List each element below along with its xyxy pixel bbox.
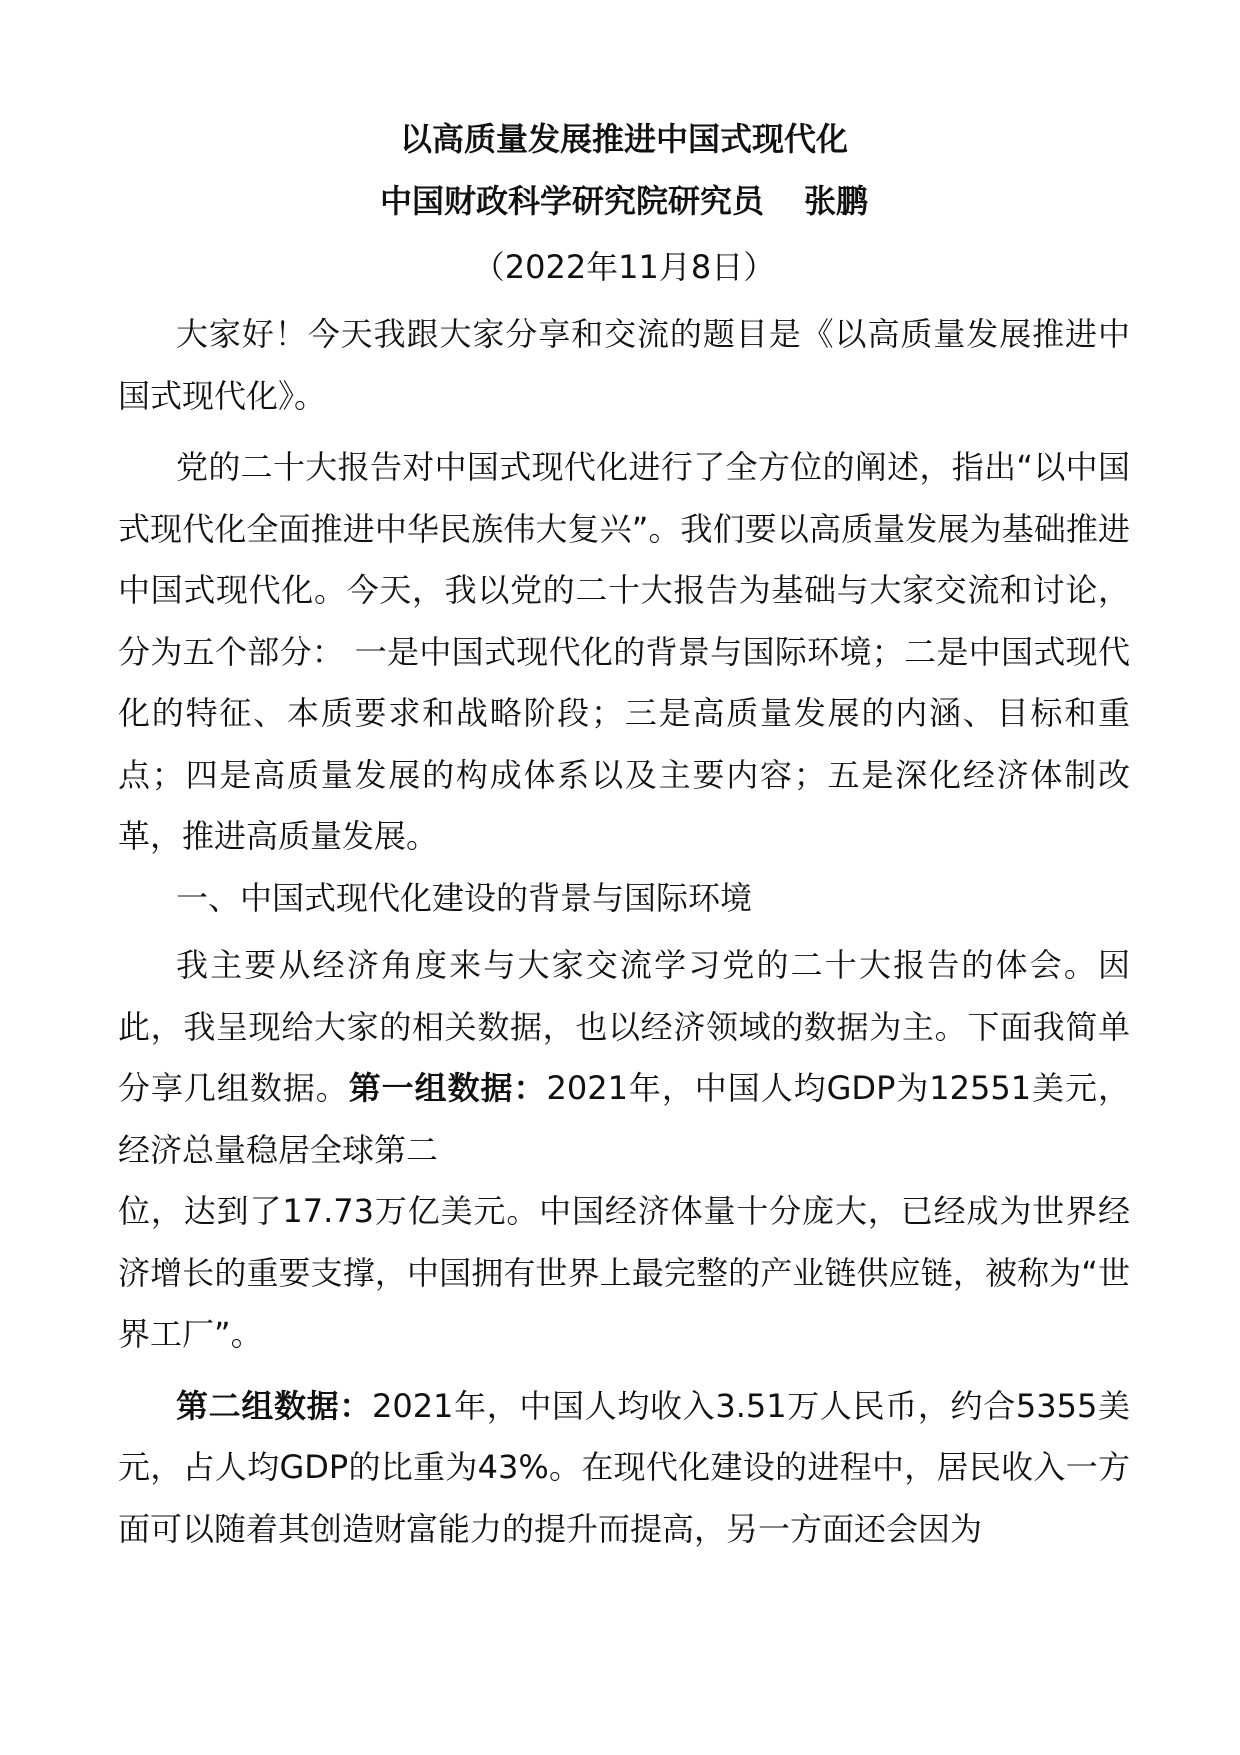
document-title: 以高质量发展推进中国式现代化 [399,120,848,158]
data-group-2-text: 2021年，中国人均收入3.51万人民币，约合5355美元，占人均GDP的比重为43%。在现代化建设的进程中，居民收入一方面可以随着其创造财富能力的提升而提高，另一方面还会因为 [118,1386,1130,1548]
author-affiliation: 中国财政科学研究院研究员 [379,182,764,220]
data-group-1-text-a: 2021年，中国人均GDP为12551美元，经济总量稳居全球第二 [118,1069,1130,1169]
paragraph-intro: 大家好！今天我跟大家分享和交流的题目是《以高质量发展推进中国式现代化》。 [118,315,1130,415]
paragraph-data-group-1 [118,935,1130,1181]
paragraph-data-group-1-cont: 位，达到了17.73万亿美元。中国经济体量十分庞大，已经成为世界经济增长的重要支撑，中国拥有世界上最完整的产业链供应链，被称为“世界工厂”。 [118,1192,1130,1353]
author-line [118,170,1130,232]
paragraph-overview: 党的二十大报告对中国式现代化进行了全方位的阐述，指出“以中国式现代化全面推进中华民族伟大复兴”。我们要以高质量发展为基础推进中国式现代化。今天，我以党的二十大报告为基础与大家交流和讨论，分为五个部分： 一是中国式现代化的背景与国际环境；二是中国式现代化的特征、本质要求和战略阶段；三是高质量发展的内涵、目标和重点；四是高质量发展的构成体系以及主要内容；五是深化经济体制改革，推进高质量发展。 [118,448,1130,855]
data-group-1-label: 第一组数据： [348,1069,547,1107]
paragraph-text: 我主要从经济角度来与大家交流学习党的二十大报告的体会。因此，我呈现给大家的相关数据，也以经济领域的数据为主。下面我简单分享几组数据。 [118,946,1130,1107]
author-name: 张鹏 [804,182,869,220]
data-group-2-label: 第二组数据： [176,1386,372,1425]
document-page [118,108,1130,1560]
section-heading-1: 一、中国式现代化建设的背景与国际环境 [176,878,753,917]
paragraph-data-group-2 [118,1376,1130,1561]
document-date: （2022年11月8日） [472,248,776,286]
